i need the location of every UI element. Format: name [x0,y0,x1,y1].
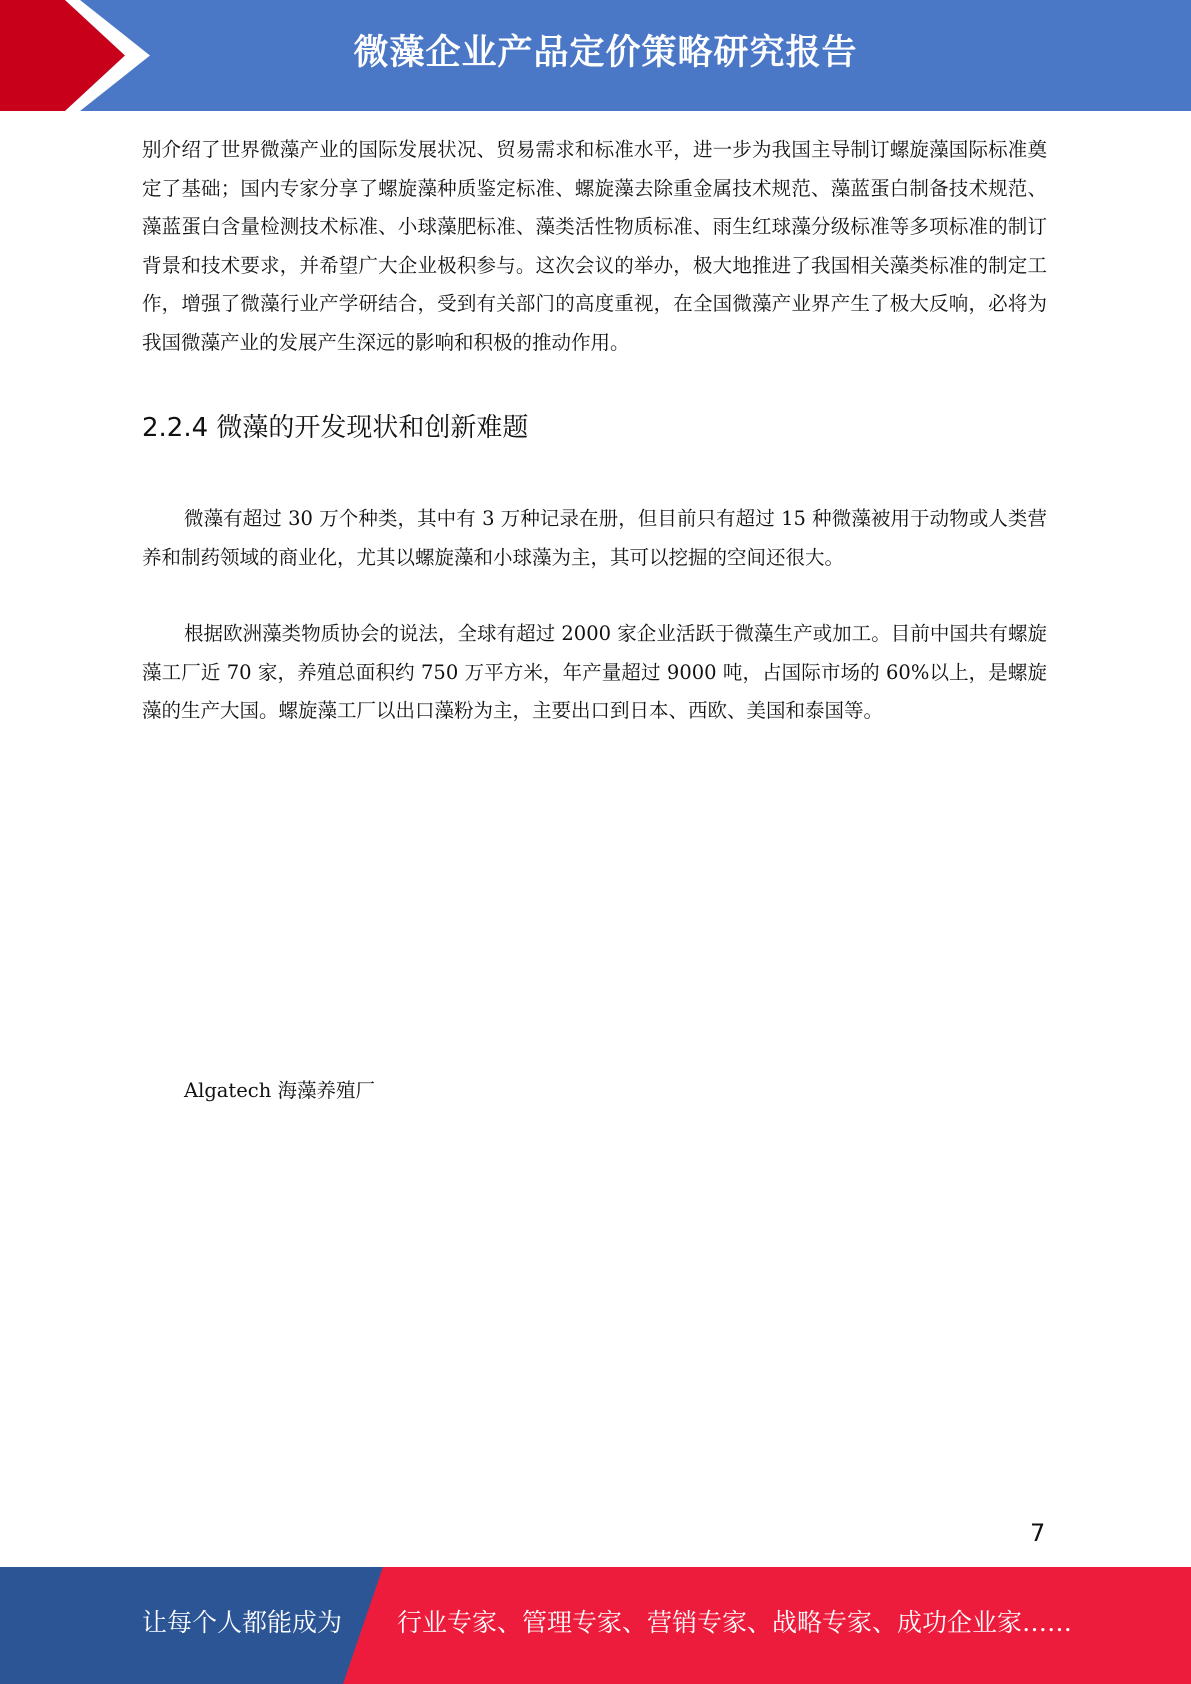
body-paragraph-3: 根据欧洲藻类物质协会的说法，全球有超过 2000 家企业活跃于微藻生产或加工。目前中国共有螺旋藻工厂近 70 家，养殖总面积约 750 万平方米，年产量超过 9000 吨，占国际市场的 60%以上，是螺旋藻的生产大国。螺旋藻工厂以出口藻粉为主，主要出口到日本、西欧、美国和泰国等。 [142,622,1047,722]
page-number: 7 [1030,1519,1046,1547]
footer-slogan-left: 让每个人都能成为 [142,1608,343,1637]
body-paragraph-2: 微藻有超过 30 万个种类，其中有 3 万种记录在册，但目前只有超过 15 种微藻被用于动物或人类营养和制药领域的商业化，尤其以螺旋藻和小球藻为主，其可以挖掘的空间还很大。 [142,507,1047,569]
section-heading: 2.2.4 微藻的开发现状和创新难题 [142,413,529,443]
report-title: 微藻企业产品定价策略研究报告 [353,33,858,73]
image-caption: Algatech 海藻养殖厂 [184,1079,375,1102]
body-paragraph-1: 别介绍了世界微藻产业的国际发展状况、贸易需求和标准水平，进一步为我国主导制订螺旋藻国际标准奠定了基础；国内专家分享了螺旋藻种质鉴定标准、螺旋藻去除重金属技术规范、藻蓝蛋白制备技术规范、藻蓝蛋白含量检测技术标准、小球藻肥标准、藻类活性物质标准、雨生红球藻分级标准等多项标准的制订背景和技术要求，并希望广大企业极积参与。这次会议的举办，极大地推进了我国相关藻类标准的制定工作，增强了微藻行业产学研结合，受到有关部门的高度重视，在全国微藻产业界产生了极大反响，必将为我国微藻产业的发展产生深远的影响和积极的推动作用。 [142,138,1047,354]
footer-slogan-right: 行业专家、管理专家、营销专家、战略专家、成功企业家…… [397,1608,1073,1637]
page-header [0,0,1191,111]
page-footer [0,1567,1191,1684]
